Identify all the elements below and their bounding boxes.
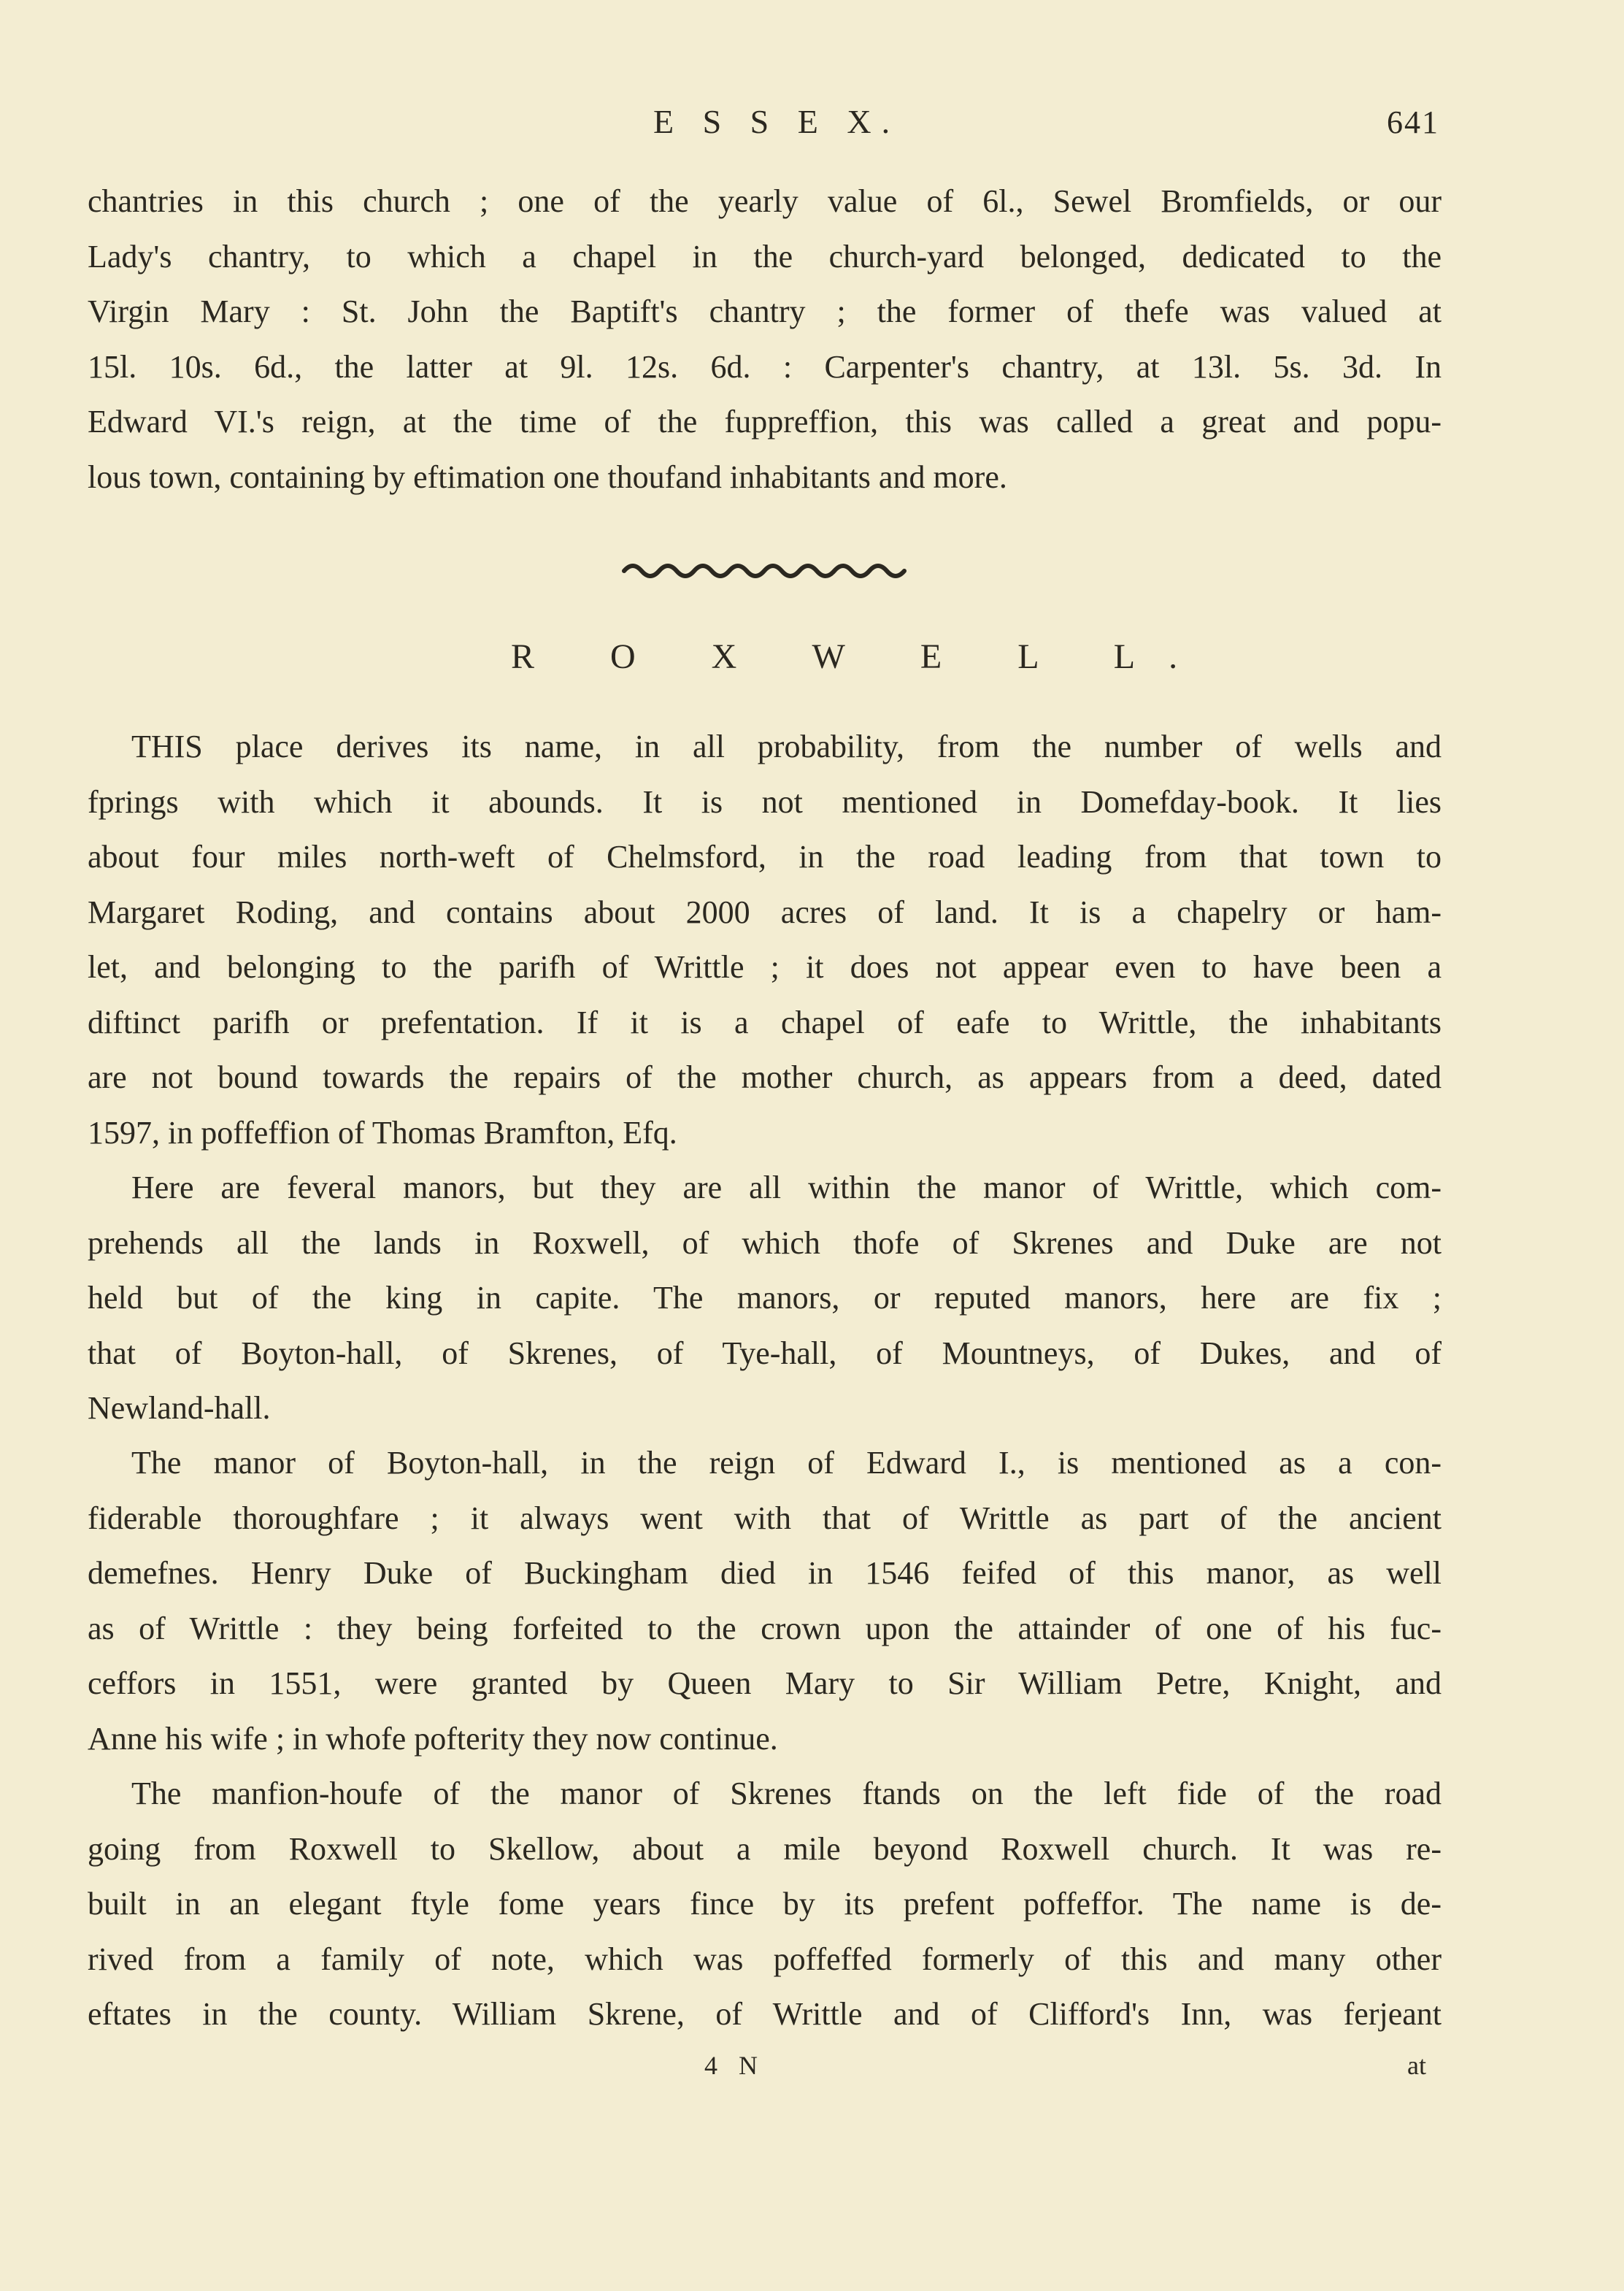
text-line: about four miles north-weft of Chelmsford, in the road leading from that town to [88,839,1442,875]
text-line: as of Writtle : they being forfeited to the crown upon the attainder of one of his fuc- [88,1610,1442,1646]
running-head [0,102,1624,153]
text-line: chantries in this church ; one of the yearly value of 6l., Sewel Bromfields, or our [88,183,1442,219]
paragraph-boyton-hall [88,1435,1442,1766]
text-line: diftinct parifh or prefentation. If it is a chapel of eafe to Writtle, the inhabitants [88,1004,1442,1040]
text-line: 15l. 10s. 6d., the latter at 9l. 12s. 6d. : Carpenter's chantry, at 13l. 5s. 3d. In [88,348,1442,385]
running-head-title: E S S E X. [653,103,901,140]
text-line: Newland-hall. [88,1390,271,1426]
paragraph-manors [88,1160,1442,1436]
text-line: Anne his wife ; in whofe pofterity they now continue. [88,1720,778,1757]
ornament-wave [624,566,904,576]
text-line: built in an elegant ftyle fome years fince by its prefent poffeffor. The name is de- [88,1886,1442,1922]
paragraph-roxwell-name [88,719,1442,1160]
signature-mark: 4 N [704,2051,765,2080]
text-line: prehends all the lands in Roxwell, of which thofe of Skrenes and Duke are not [88,1224,1442,1261]
text-line: demefnes. Henry Duke of Buckingham died in 1546 feifed of this manor, as well [88,1555,1442,1591]
text-line: Lady's chantry, to which a chapel in the church-yard belonged, dedicated to the [88,238,1442,275]
text-line: going from Roxwell to Skellow, about a mile beyond Roxwell church. It was re- [88,1830,1442,1867]
text-line: Here are feveral manors, but they are all within the manor of Writtle, which com- [131,1170,1442,1205]
page-number: 641 [1387,104,1439,140]
text-line: Margaret Roding, and contains about 2000 acres of land. It is a chapelry or ham- [88,894,1442,930]
text-line: eftates in the county. William Skrene, of Writtle and of Clifford's Inn, was ferjeant [88,1996,1442,2032]
catchword: at [1407,2051,1426,2080]
text-line: let, and belonging to the parifh of Writtle ; it does not appear even to have been a [88,949,1442,985]
text-line: Virgin Mary : St. John the Baptift's chantry ; the former of thefe was valued at [88,293,1442,329]
text-line: fiderable thoroughfare ; it always went with that of Writtle as part of the ancient [88,1500,1442,1536]
text-line: that of Boyton-hall, of Skrenes, of Tye-hall, of Mountneys, of Dukes, and of [88,1335,1442,1371]
text-line: fprings with which it abounds. It is not mentioned in Domefday-book. It lies [88,783,1442,820]
paragraph-chantries [88,174,1442,504]
text-line: rived from a family of note, which was poffeffed formerly of this and many other [88,1941,1442,1977]
text-line: held but of the king in capite. The manors, or reputed manors, here are fix ; [88,1280,1442,1316]
page-footer [0,2050,1624,2087]
text-line: 1597, in poffeffion of Thomas Bramfton, Efq. [88,1114,677,1151]
text-line: Edward VI.'s reign, at the time of the fuppreffion, this was called a great and popu- [88,404,1442,440]
text-line: lous town, containing by eftimation one thoufand inhabitants and more. [88,458,1007,495]
paragraph-skrenes [88,1766,1442,2042]
text-line: ceffors in 1551, were granted by Queen Mary to Sir William Petre, Knight, and [88,1665,1442,1701]
text-line: The manor of Boyton-hall, in the reign of Edward I., is mentioned as a con- [131,1445,1442,1481]
section-title: R O X W E L L. [511,637,1212,676]
text-line: The manfion-houfe of the manor of Skrenes ftands on the left fide of the road [131,1776,1442,1811]
text-line: THIS place derives its name, in all probability, from the number of wells and [131,729,1442,764]
ornamental-rule [620,556,912,578]
text-line: are not bound towards the repairs of the mother church, as appears from a deed, dated [88,1059,1442,1095]
